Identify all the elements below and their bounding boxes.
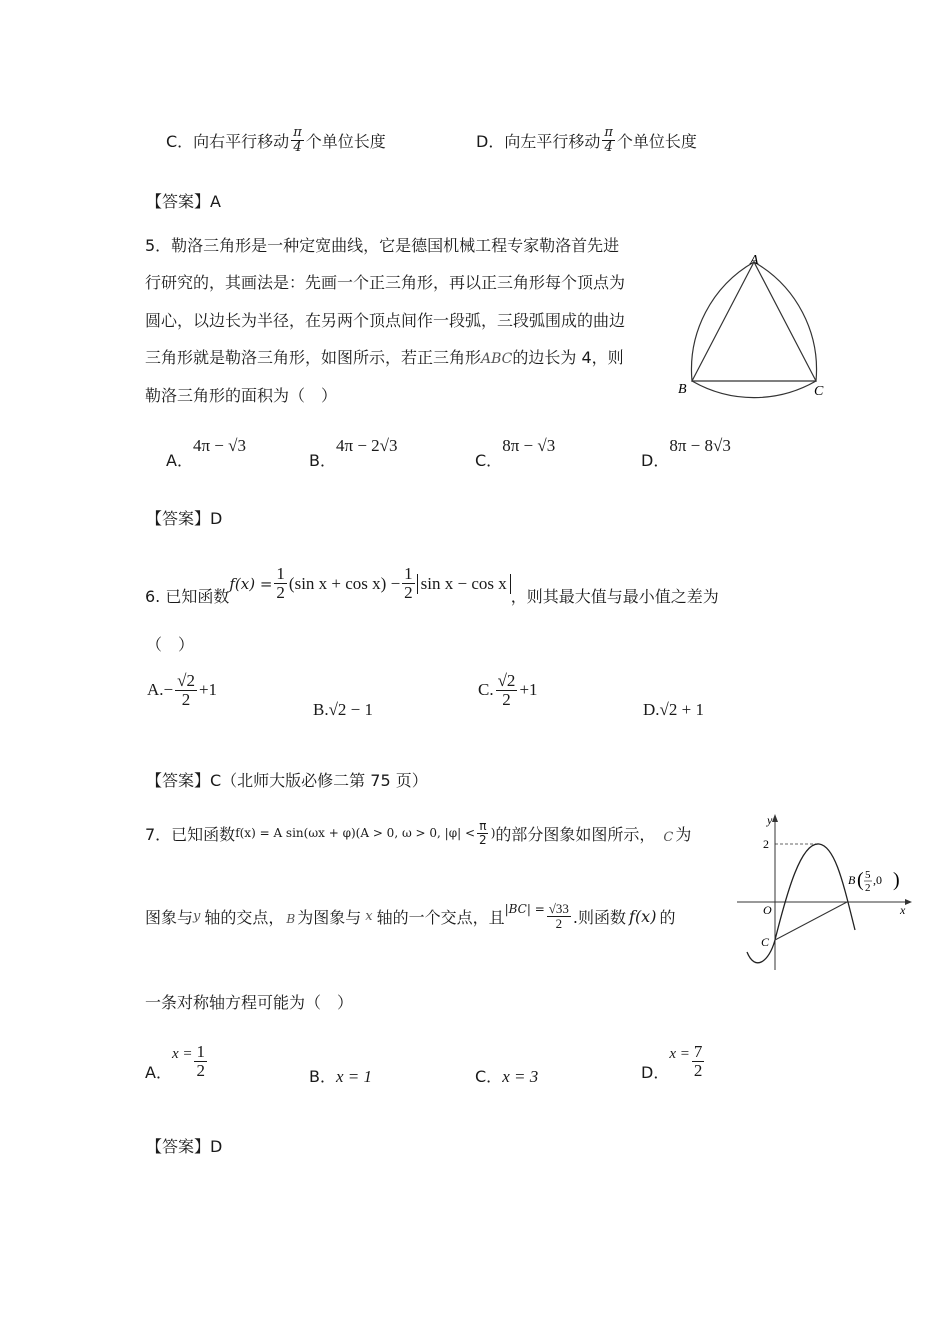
y-axis-arrow-icon (772, 814, 778, 822)
vertex-b-label: B (678, 382, 687, 397)
q7-option-c: C．x = 3 (475, 1067, 539, 1086)
segment-bc (775, 902, 847, 940)
y-max-label: 2 (763, 837, 769, 851)
q7-stem-line-3: 一条对称轴方程可能为（ ） (145, 993, 354, 1012)
q6-stem: 6. 已知函数 f(x) = $\frac{1}{2}$ (sin x + cos x) − $\frac{1}{2}$ sin x − cos x ，则其最大值与最小值之差为 (145, 564, 719, 606)
q7-option-a: A． x = $\frac{1}{2}$ (145, 1042, 205, 1082)
reuleaux-outline (691, 262, 816, 398)
q7-option-b: B．x = 1 (309, 1067, 373, 1086)
q7-stem-line-1: 7．已知函数 f(x) = A sin(ωx + φ)(A > 0, ω > 0, |φ| < $\frac{\pi}{2}$ ) 的部分图象如图所示， C 为 (145, 819, 692, 847)
q5-option-a: A． 4π − √3 (166, 436, 246, 470)
q6-option-b: B.√2 − 1 (313, 700, 374, 719)
q4-option-c (166, 120, 386, 160)
q5-answer: 【答案】D (146, 509, 223, 528)
pi-over-4-fraction: $\frac{\pi}{4}$ (293, 124, 302, 155)
q6-option-c: C. $\frac{√2}{2}$ +1 (478, 671, 538, 709)
x-axis-label: x (900, 903, 906, 917)
q7-answer: 【答案】D (146, 1137, 223, 1156)
q6-option-a: A.− $\frac{√2}{2}$ +1 (147, 671, 218, 709)
equilateral-triangle (692, 262, 816, 381)
origin-label: O (763, 903, 772, 917)
point-b-paren-open: ( (857, 869, 864, 891)
vertex-c-label: C (814, 384, 824, 399)
point-b-paren-close: ) (893, 869, 900, 891)
q4-option-d-label: D．向左平行移动 (476, 131, 601, 151)
sine-graph-figure (735, 812, 915, 974)
q5-line-5: 勒洛三角形的面积为（ ） (145, 386, 338, 405)
y-axis-label: y (767, 813, 773, 827)
reuleaux-triangle-figure (672, 250, 832, 400)
q6-formula: f(x) = $\frac{1}{2}$ (sin x + cos x) − $\frac{1}{2}$ sin x − cos x (229, 565, 510, 602)
q6-option-d: D.√2 + 1 (643, 700, 704, 719)
q4-option-c-suffix: 个单位长度 (305, 131, 386, 151)
q5-option-c: C． 8π − √3 (475, 436, 556, 470)
q6-paren: （ ） (146, 635, 195, 654)
q4-option-d-suffix: 个单位长度 (616, 131, 697, 151)
q5-option-d: D． 8π − 8√3 (641, 436, 731, 470)
point-b-den: 2 (865, 882, 871, 894)
point-b-label: B (848, 873, 856, 887)
x-axis-arrow-icon (905, 899, 912, 905)
vertex-a-label: A (750, 253, 759, 268)
point-b-num: 5 (865, 869, 871, 881)
q5-option-b: B． 4π − 2√3 (309, 436, 398, 470)
q5-line-4: 三角形就是勒洛三角形，如图所示，若正三角形ABC的边长为 4，则 (145, 348, 624, 367)
q7-stem-line-2: 图象与 y 轴的交点， B 为图象与 x 轴的一个交点，且 |BC| = $\frac{√33}{2}$ .则函数 f(x) 的 (145, 901, 676, 931)
q5-line-3: 圆心，以边长为半径，在另两个顶点间作一段弧，三段弧围成的曲边 (145, 311, 626, 330)
q4-answer: 【答案】A (146, 192, 221, 211)
q7-option-d: D． x = $\frac{7}{2}$ (641, 1042, 703, 1082)
q6-answer: 【答案】C（北师大版必修二第 75 页） (146, 771, 428, 790)
point-b-tail: ,0 (873, 873, 882, 887)
q5-line-2: 行研究的，其画法是：先画一个正三角形，再以正三角形每个顶点为 (145, 273, 626, 292)
q5-line-1: 5．勒洛三角形是一种定宽曲线，它是德国机械工程专家勒洛首先进 (145, 236, 620, 255)
abc-label: ABC (481, 351, 513, 367)
point-c-label: C (761, 935, 770, 949)
pi-over-4-fraction: $\frac{\pi}{4}$ (604, 124, 613, 155)
q4-option-c-label: C．向右平行移动 (166, 131, 290, 151)
q4-option-d (476, 120, 697, 160)
